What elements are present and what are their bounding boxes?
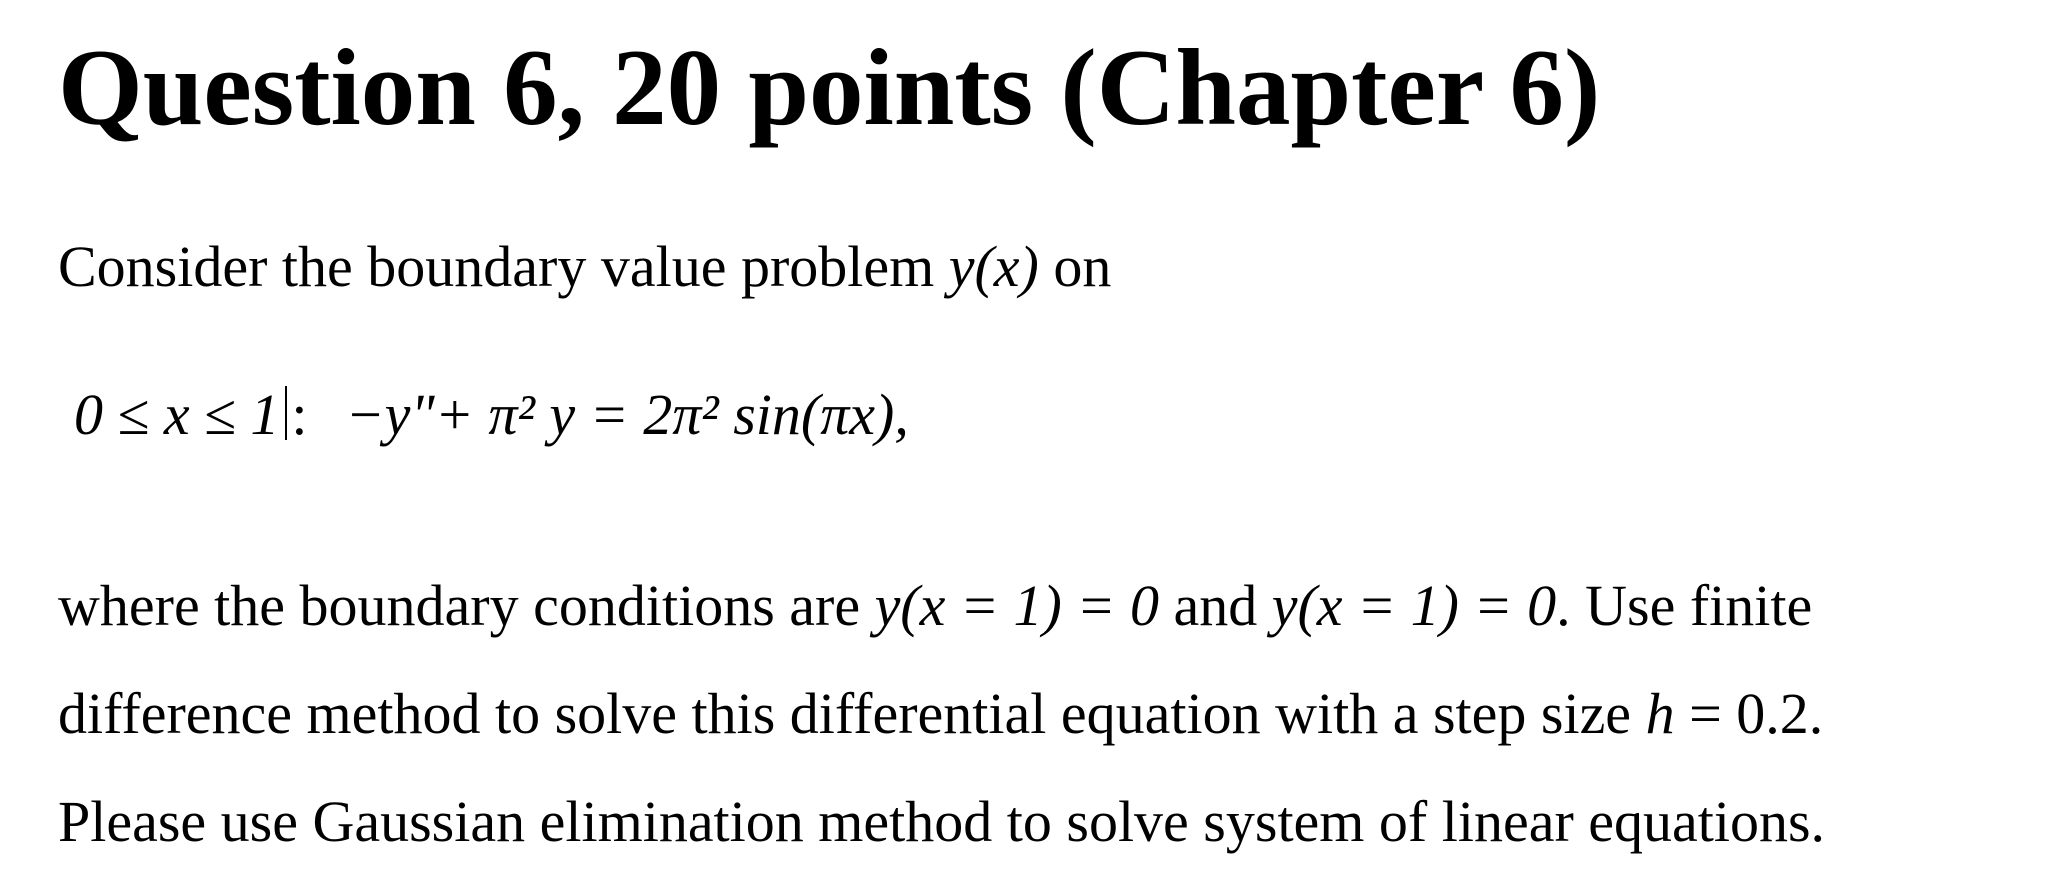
intro-tail: on: [1038, 234, 1112, 299]
step-size-variable: h: [1645, 681, 1675, 746]
step-size-value: 0.2.: [1736, 681, 1824, 746]
intro-text: Consider the boundary value problem: [58, 234, 949, 299]
method-text: difference method to solve this differential equation with a step size: [58, 681, 1646, 746]
equation-colon: :: [291, 382, 308, 447]
boundary-condition-1: y(x = 1) = 0: [874, 573, 1159, 638]
equation-domain: 0 ≤ x ≤ 1: [74, 382, 280, 447]
step-size-equals: =: [1674, 681, 1737, 746]
function-symbol: y(x): [948, 234, 1039, 299]
text-cursor: [285, 386, 287, 440]
conditions-text-c: . Use finite: [1556, 573, 1813, 638]
gaussian-instruction: Please use Gaussian elimination method to solve system of linear equations.: [58, 789, 1826, 854]
boundary-conditions: [58, 571, 1812, 641]
differential-equation: [74, 380, 909, 450]
problem-intro: [58, 232, 1111, 302]
conditions-text-b: and: [1158, 573, 1272, 638]
equation-expression: −y"+ π² y = 2π² sin(πx),: [345, 382, 909, 447]
question-heading: Question 6, 20 points (Chapter 6): [58, 27, 1601, 148]
method-instruction: [58, 679, 1823, 749]
conditions-text-a: where the boundary conditions are: [58, 573, 875, 638]
boundary-condition-2: y(x = 1) = 0: [1271, 573, 1557, 638]
